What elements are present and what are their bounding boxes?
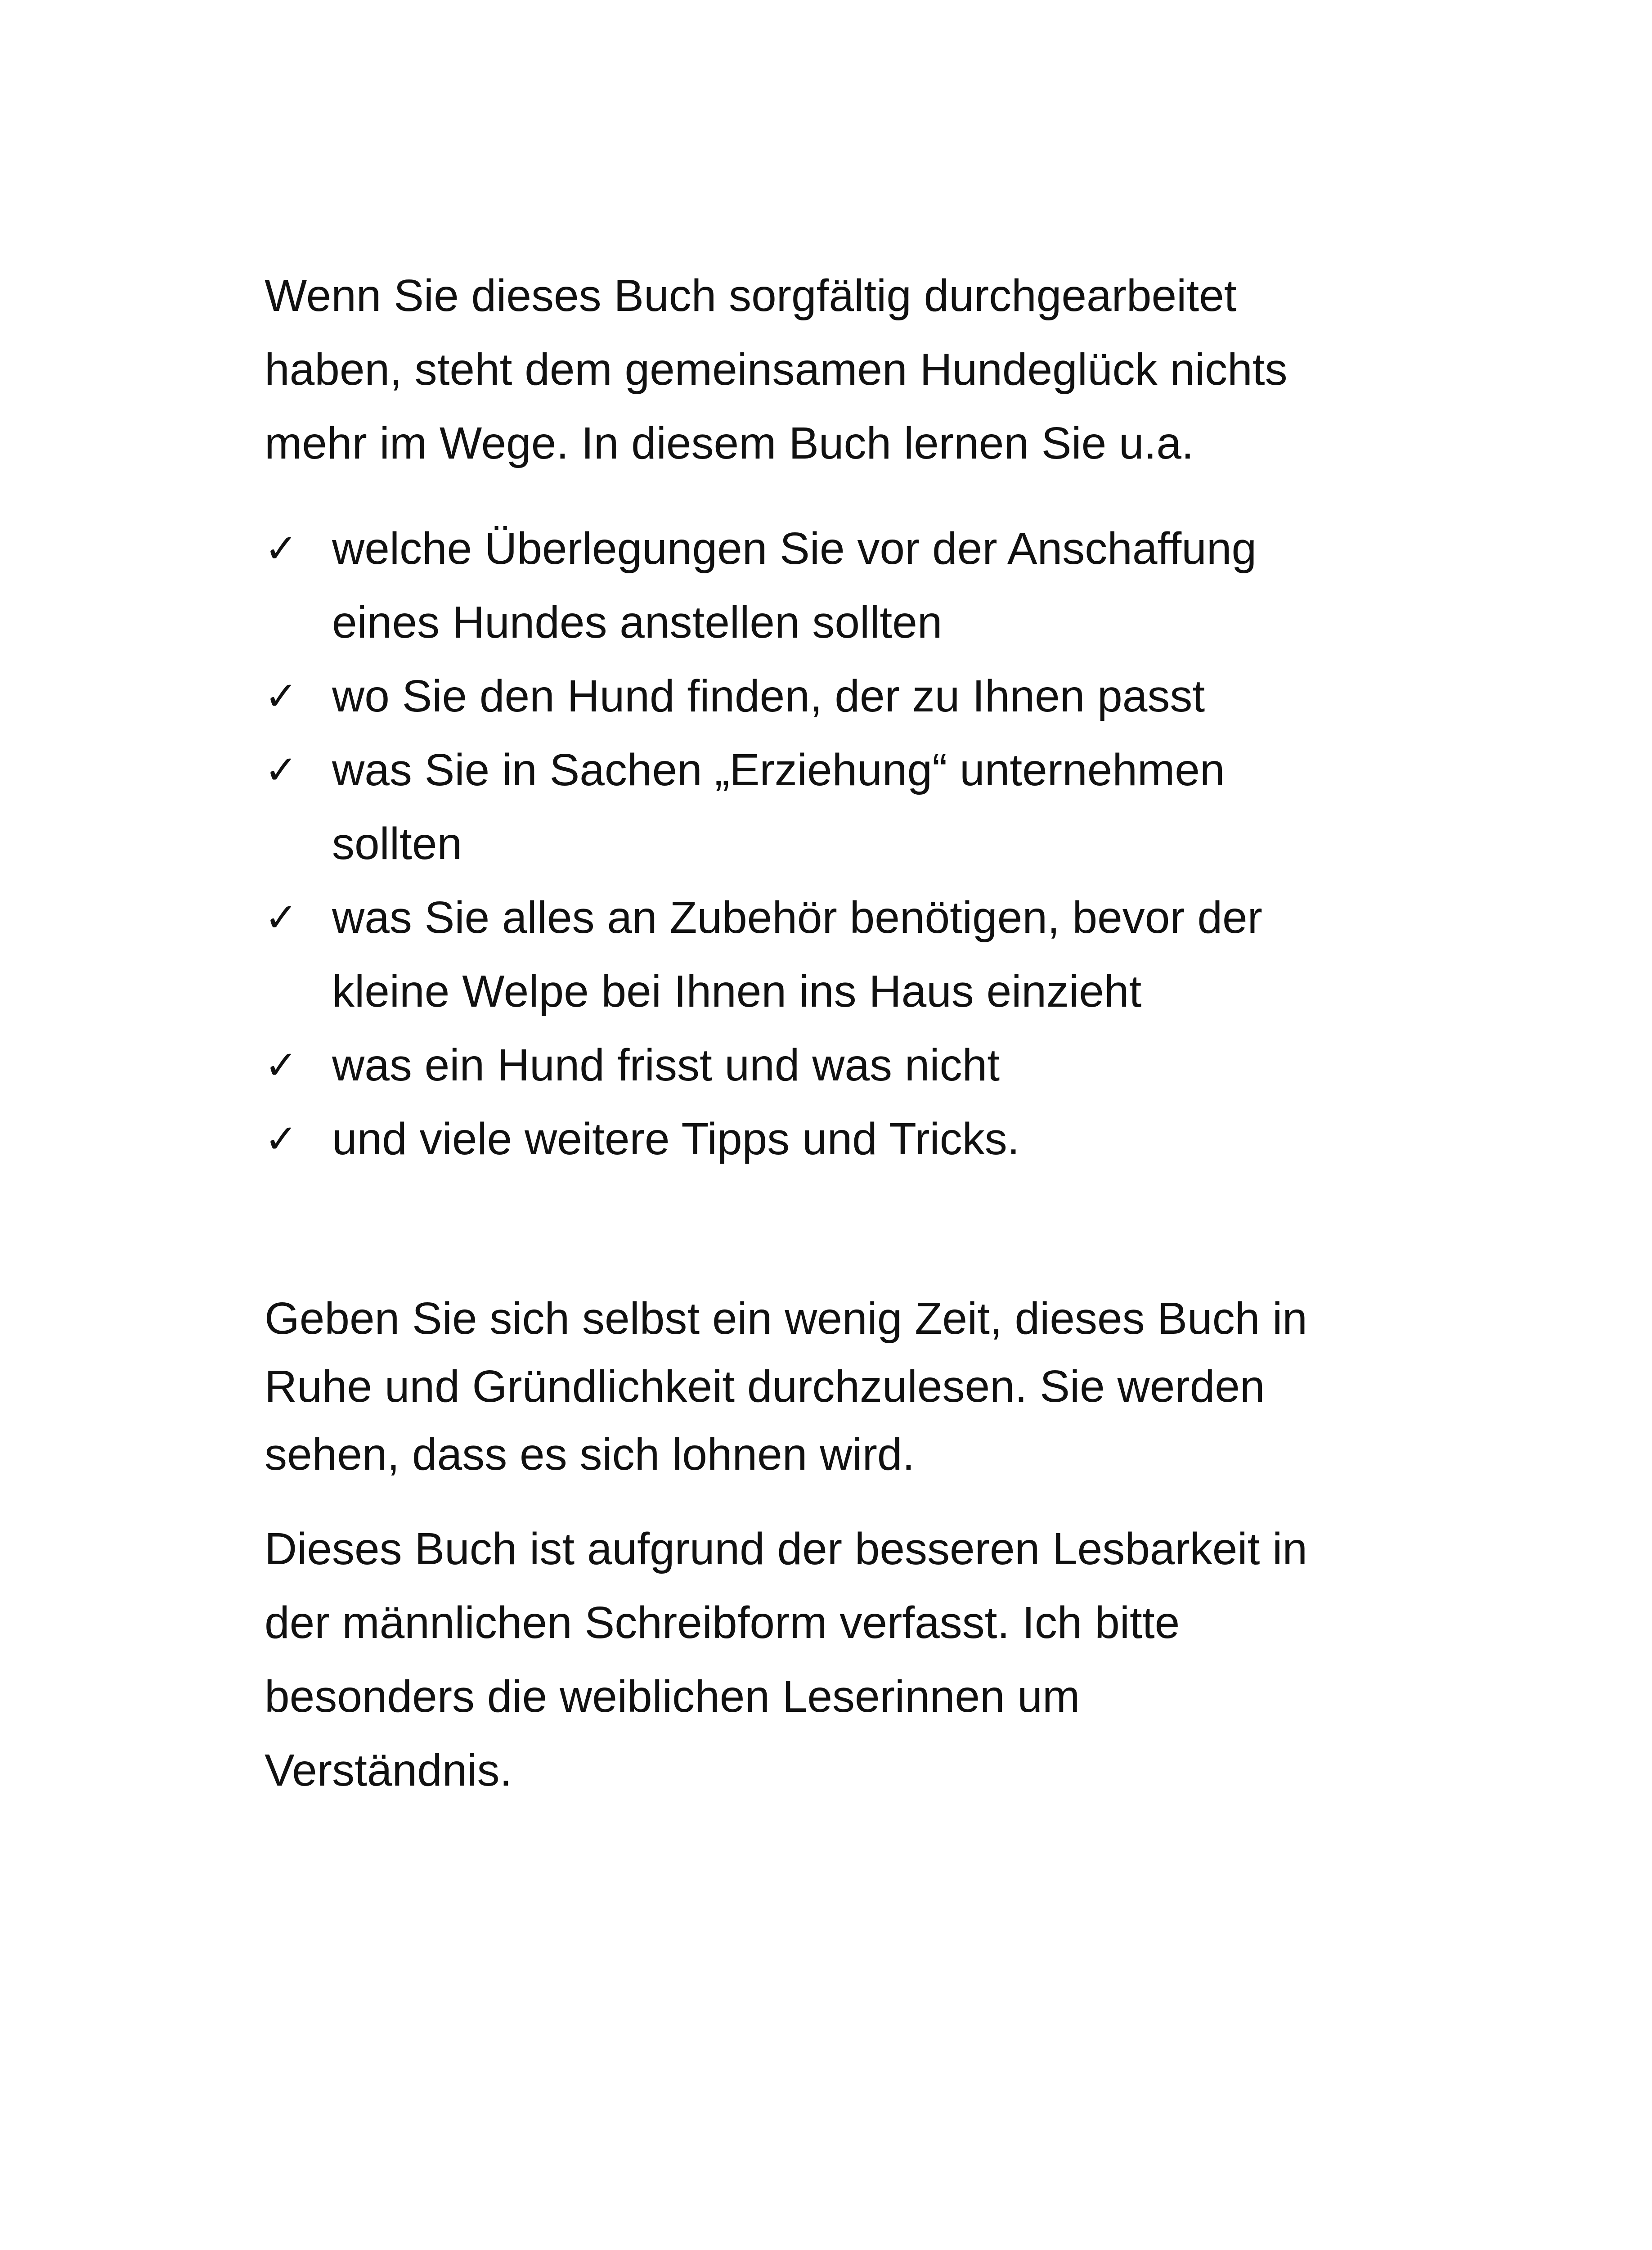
closing-paragraph-readability xyxy=(265,1512,1389,1807)
checklist-item-line: und viele weitere Tipps und Tricks. xyxy=(332,1114,1020,1164)
checklist-item xyxy=(265,1028,1434,1102)
checklist-item xyxy=(265,1102,1434,1176)
intro-line: Wenn Sie dieses Buch sorgfältig durchgearbeitet xyxy=(265,270,1237,321)
checklist xyxy=(265,512,1434,1176)
closing-line: Verständnis. xyxy=(265,1745,512,1796)
checklist-item xyxy=(265,733,1434,881)
closing-line: sehen, dass es sich lohnen wird. xyxy=(265,1429,915,1480)
check-icon: ✓ xyxy=(265,525,298,572)
checklist-item-line: welche Überlegungen Sie vor der Anschaffung xyxy=(332,523,1257,574)
closing-line: Geben Sie sich selbst ein wenig Zeit, dieses Buch in xyxy=(265,1293,1307,1344)
check-icon: ✓ xyxy=(265,1042,298,1088)
checklist-item xyxy=(265,881,1434,1028)
intro-line: haben, steht dem gemeinsamen Hundeglück nichts xyxy=(265,344,1288,395)
check-icon: ✓ xyxy=(265,894,298,940)
checklist-item-line: wo Sie den Hund finden, der zu Ihnen passt xyxy=(332,671,1205,721)
checklist-item-line: was Sie alles an Zubehör benötigen, bevor der xyxy=(332,892,1262,943)
checklist-item xyxy=(265,512,1434,659)
checklist-item xyxy=(265,659,1434,733)
closing-line: der männlichen Schreibform verfasst. Ich bitte xyxy=(265,1598,1180,1648)
checklist-item-line: kleine Welpe bei Ihnen ins Haus einzieht xyxy=(332,966,1142,1017)
closing-line: Dieses Buch ist aufgrund der besseren Lesbarkeit in xyxy=(265,1524,1307,1574)
intro-paragraph xyxy=(265,259,1389,480)
checklist-item-line: was Sie in Sachen „Erziehung“ unternehmen xyxy=(332,745,1225,795)
closing-paragraph-time xyxy=(265,1285,1389,1489)
closing-line: Ruhe und Gründlichkeit durchzulesen. Sie werden xyxy=(265,1361,1265,1412)
intro-line: mehr im Wege. In diesem Buch lernen Sie u.a. xyxy=(265,418,1194,468)
checklist-item-line: eines Hundes anstellen sollten xyxy=(332,597,943,648)
check-icon: ✓ xyxy=(265,673,298,719)
check-icon: ✓ xyxy=(265,747,298,793)
page-number xyxy=(0,2248,1652,2250)
check-icon: ✓ xyxy=(265,1116,298,1162)
checklist-item-line: sollten xyxy=(332,819,462,869)
closing-line: besonders die weiblichen Leserinnen um xyxy=(265,1671,1080,1722)
checklist-item-line: was ein Hund frisst und was nicht xyxy=(332,1040,1000,1090)
